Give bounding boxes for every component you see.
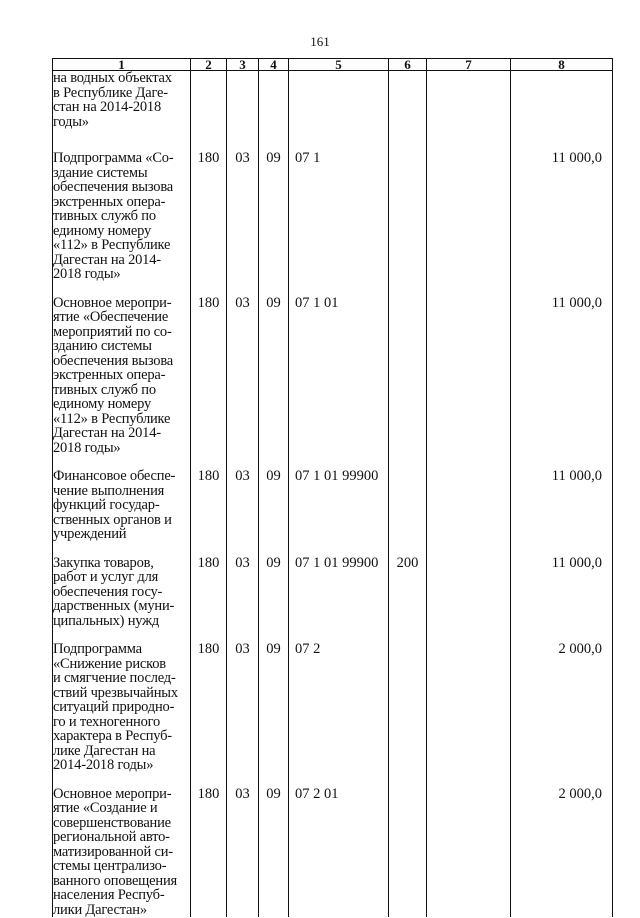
row-expense-type-cell	[389, 773, 427, 918]
row-column-7-cell	[427, 773, 511, 918]
row-section-cell-value: 03	[235, 468, 250, 484]
row-name-line: и смягчение послед-	[53, 670, 176, 686]
table-row	[53, 282, 613, 456]
row-subsection-cell	[259, 773, 289, 918]
row-name-line: функций государ-	[53, 497, 160, 513]
table-body	[53, 71, 613, 918]
column-header-4: 4	[259, 59, 289, 71]
row-expense-type-cell-value	[389, 137, 426, 151]
row-section-cell	[227, 137, 259, 282]
row-amount-cell-value: 2 000,0	[558, 641, 602, 657]
row-amount-cell-value: 11 000,0	[551, 554, 602, 571]
row-name-line: ятие «Создание и	[53, 800, 158, 816]
row-ministry-code-cell-value: 180	[197, 150, 220, 166]
column-header-2: 2	[191, 59, 227, 71]
row-column-7-cell-value	[427, 542, 510, 556]
row-name-line: населения Респуб-	[53, 887, 165, 903]
row-name-line: ванного оповещения	[53, 872, 177, 889]
row-name-line: учреждений	[53, 526, 127, 542]
row-name-line: дарственных (муни-	[53, 598, 175, 614]
row-subsection-cell	[259, 137, 289, 282]
row-ministry-code-cell	[191, 542, 227, 629]
row-name-line: 2014-2018 годы»	[53, 757, 154, 773]
column-header-1: 1	[53, 59, 191, 71]
row-name-line: го и техногенного	[53, 713, 161, 730]
row-amount-cell-value: 11 000,0	[551, 294, 602, 311]
row-name-line: чение выполнения	[53, 482, 165, 499]
row-column-7-cell-value	[427, 455, 510, 469]
row-name-line: Финансовое обеспе-	[53, 468, 176, 484]
row-expense-type-cell-value	[389, 773, 426, 787]
row-ministry-code-cell	[191, 137, 227, 282]
row-subsection-cell	[259, 455, 289, 542]
table-row	[53, 455, 613, 542]
row-amount-cell	[511, 137, 613, 282]
column-header-7: 7	[427, 59, 511, 71]
row-section-cell	[227, 71, 259, 138]
page-number: 161	[310, 34, 330, 49]
row-name-line: единому номеру	[53, 222, 152, 239]
row-amount-cell	[511, 455, 613, 542]
row-name-line: обеспечения госу-	[53, 583, 163, 600]
row-name-line: ственных органов и	[53, 511, 172, 528]
row-column-7-cell-value	[427, 628, 510, 642]
row-ministry-code-cell-value: 180	[197, 294, 220, 311]
row-expense-type-cell-value	[389, 282, 426, 296]
row-target-article-cell	[289, 282, 389, 456]
row-name-line: тивных служб по	[53, 381, 156, 398]
row-name-line: единому номеру	[53, 396, 152, 412]
row-column-7-cell	[427, 71, 511, 138]
row-subsection-cell	[259, 282, 289, 456]
table-row	[53, 628, 613, 773]
row-name-line: 2018 годы»	[53, 439, 121, 456]
row-target-article-cell-value: 07 2	[295, 641, 321, 657]
row-target-article-cell-value: 07 1 01	[295, 294, 339, 311]
row-amount-cell	[511, 773, 613, 918]
row-name-line: Закупка товаров,	[53, 554, 154, 571]
row-subsection-cell-value: 09	[266, 785, 281, 802]
row-ministry-code-cell	[191, 455, 227, 542]
row-subsection-cell	[259, 71, 289, 138]
row-column-7-cell-value	[427, 282, 510, 296]
row-name-cell	[53, 455, 191, 542]
row-name-line: Дагестан на 2014-	[53, 425, 161, 441]
row-expense-type-cell	[389, 455, 427, 542]
row-name-line: совершенствование	[53, 814, 171, 831]
row-section-cell-value: 03	[235, 785, 250, 802]
row-name-line: «Снижение рисков	[53, 655, 166, 672]
row-name-cell	[53, 773, 191, 918]
row-subsection-cell-value: 09	[266, 468, 281, 484]
row-target-article-cell	[289, 71, 389, 138]
row-section-cell	[227, 282, 259, 456]
row-name-cell	[53, 628, 191, 773]
row-name-line: на водных объектах	[53, 70, 172, 86]
row-name-line: ципальных) нужд	[53, 612, 160, 629]
row-section-cell-value: 03	[235, 641, 250, 657]
row-expense-type-cell-value	[389, 628, 426, 642]
row-amount-cell	[511, 282, 613, 456]
row-expense-type-cell	[389, 71, 427, 138]
row-name-line: обеспечения вызова	[53, 179, 174, 195]
row-target-article-cell	[289, 628, 389, 773]
row-target-article-cell	[289, 137, 389, 282]
row-column-7-cell	[427, 137, 511, 282]
row-name-line: Подпрограмма «Со-	[53, 150, 174, 166]
row-expense-type-cell	[389, 628, 427, 773]
row-name-cell	[53, 137, 191, 282]
row-expense-type-cell-value: 200	[396, 554, 419, 571]
row-subsection-cell-value: 09	[266, 641, 281, 657]
row-amount-cell-value: 2 000,0	[558, 785, 602, 802]
row-ministry-code-cell	[191, 282, 227, 456]
row-name-line: 2018 годы»	[53, 266, 121, 282]
row-name-line: Основное меропри-	[53, 785, 172, 802]
row-column-7-cell	[427, 542, 511, 629]
row-section-cell-value: 03	[235, 294, 250, 311]
row-column-7-cell	[427, 628, 511, 773]
column-header-6: 6	[389, 59, 427, 71]
row-name-line: матизированной си-	[53, 843, 173, 860]
row-target-article-cell-value: 07 1 01 99900	[295, 554, 379, 571]
row-section-cell	[227, 542, 259, 629]
row-subsection-cell	[259, 628, 289, 773]
row-ministry-code-cell-value: 180	[197, 468, 220, 484]
row-section-cell	[227, 628, 259, 773]
row-section-cell-value: 03	[235, 150, 250, 166]
row-target-article-cell-value: 07 1 01 99900	[295, 468, 379, 484]
row-section-cell	[227, 455, 259, 542]
row-name-line: «112» в Республике	[53, 237, 171, 253]
row-target-article-cell-value: 07 1	[295, 150, 321, 166]
row-subsection-cell-value: 09	[266, 294, 281, 311]
table-header-row	[53, 59, 613, 71]
row-name-line: здание системы	[53, 164, 148, 181]
row-name-line: обеспечения вызова	[53, 352, 174, 369]
row-column-7-cell	[427, 282, 511, 456]
row-name-cell	[53, 542, 191, 629]
row-subsection-cell-value: 09	[266, 554, 281, 571]
row-amount-cell-value: 11 000,0	[551, 150, 602, 166]
row-name-line: экстренных опера-	[53, 193, 166, 210]
row-section-cell	[227, 773, 259, 918]
row-name-line: ятие «Обеспечение	[53, 309, 169, 325]
row-expense-type-cell-value	[389, 455, 426, 469]
row-name-line: «112» в Республике	[53, 410, 171, 427]
row-expense-type-cell	[389, 282, 427, 456]
row-name-line: стан на 2014-2018	[53, 99, 162, 115]
column-header-3: 3	[227, 59, 259, 71]
row-ministry-code-cell	[191, 773, 227, 918]
row-amount-cell	[511, 71, 613, 138]
row-name-line: характера в Респуб-	[53, 728, 172, 744]
row-name-line: мероприятий по со-	[53, 323, 172, 340]
row-name-line: экстренных опера-	[53, 367, 166, 383]
row-name-line: Основное меропри-	[53, 294, 172, 311]
row-name-line: стемы централизо-	[53, 858, 167, 874]
row-amount-cell	[511, 542, 613, 629]
row-name-cell	[53, 71, 191, 138]
row-target-article-cell	[289, 455, 389, 542]
row-column-7-cell-value	[427, 137, 510, 151]
row-target-article-cell-value: 07 2 01	[295, 785, 339, 802]
row-ministry-code-cell	[191, 71, 227, 138]
table-row	[53, 137, 613, 282]
row-target-article-cell	[289, 542, 389, 629]
row-name-line: Дагестан на 2014-	[53, 251, 161, 268]
row-name-cell	[53, 282, 191, 456]
row-name-line: в Республике Даге-	[53, 84, 168, 101]
row-ministry-code-cell-value: 180	[197, 785, 220, 802]
table-row	[53, 773, 613, 918]
row-name-line: ситуаций природно-	[53, 699, 175, 715]
row-target-article-cell	[289, 773, 389, 918]
row-name-line: ствий чрезвычайных	[53, 684, 178, 701]
column-header-8: 8	[511, 59, 613, 71]
row-name-line: лики Дагестан»	[53, 901, 147, 918]
row-name-line: работ и услуг для	[53, 569, 159, 585]
column-header-5: 5	[289, 59, 389, 71]
row-name-line: региональной авто-	[53, 829, 170, 845]
row-subsection-cell	[259, 542, 289, 629]
row-name-line: зданию системы	[53, 338, 152, 354]
row-column-7-cell	[427, 455, 511, 542]
row-name-line: тивных служб по	[53, 208, 156, 224]
row-expense-type-cell	[389, 137, 427, 282]
row-name-line: лике Дагестан на	[53, 742, 156, 759]
table-row	[53, 542, 613, 629]
row-section-cell-value: 03	[235, 554, 250, 571]
row-subsection-cell-value: 09	[266, 150, 281, 166]
row-column-7-cell-value	[427, 773, 510, 787]
budget-table	[52, 58, 613, 917]
row-ministry-code-cell	[191, 628, 227, 773]
row-expense-type-cell	[389, 542, 427, 629]
row-ministry-code-cell-value: 180	[197, 641, 220, 657]
row-amount-cell-value: 11 000,0	[551, 468, 602, 484]
row-name-line: годы»	[53, 113, 89, 130]
table-row	[53, 71, 613, 138]
row-name-line: Подпрограмма	[53, 641, 142, 657]
row-amount-cell	[511, 628, 613, 773]
row-ministry-code-cell-value: 180	[197, 554, 220, 571]
